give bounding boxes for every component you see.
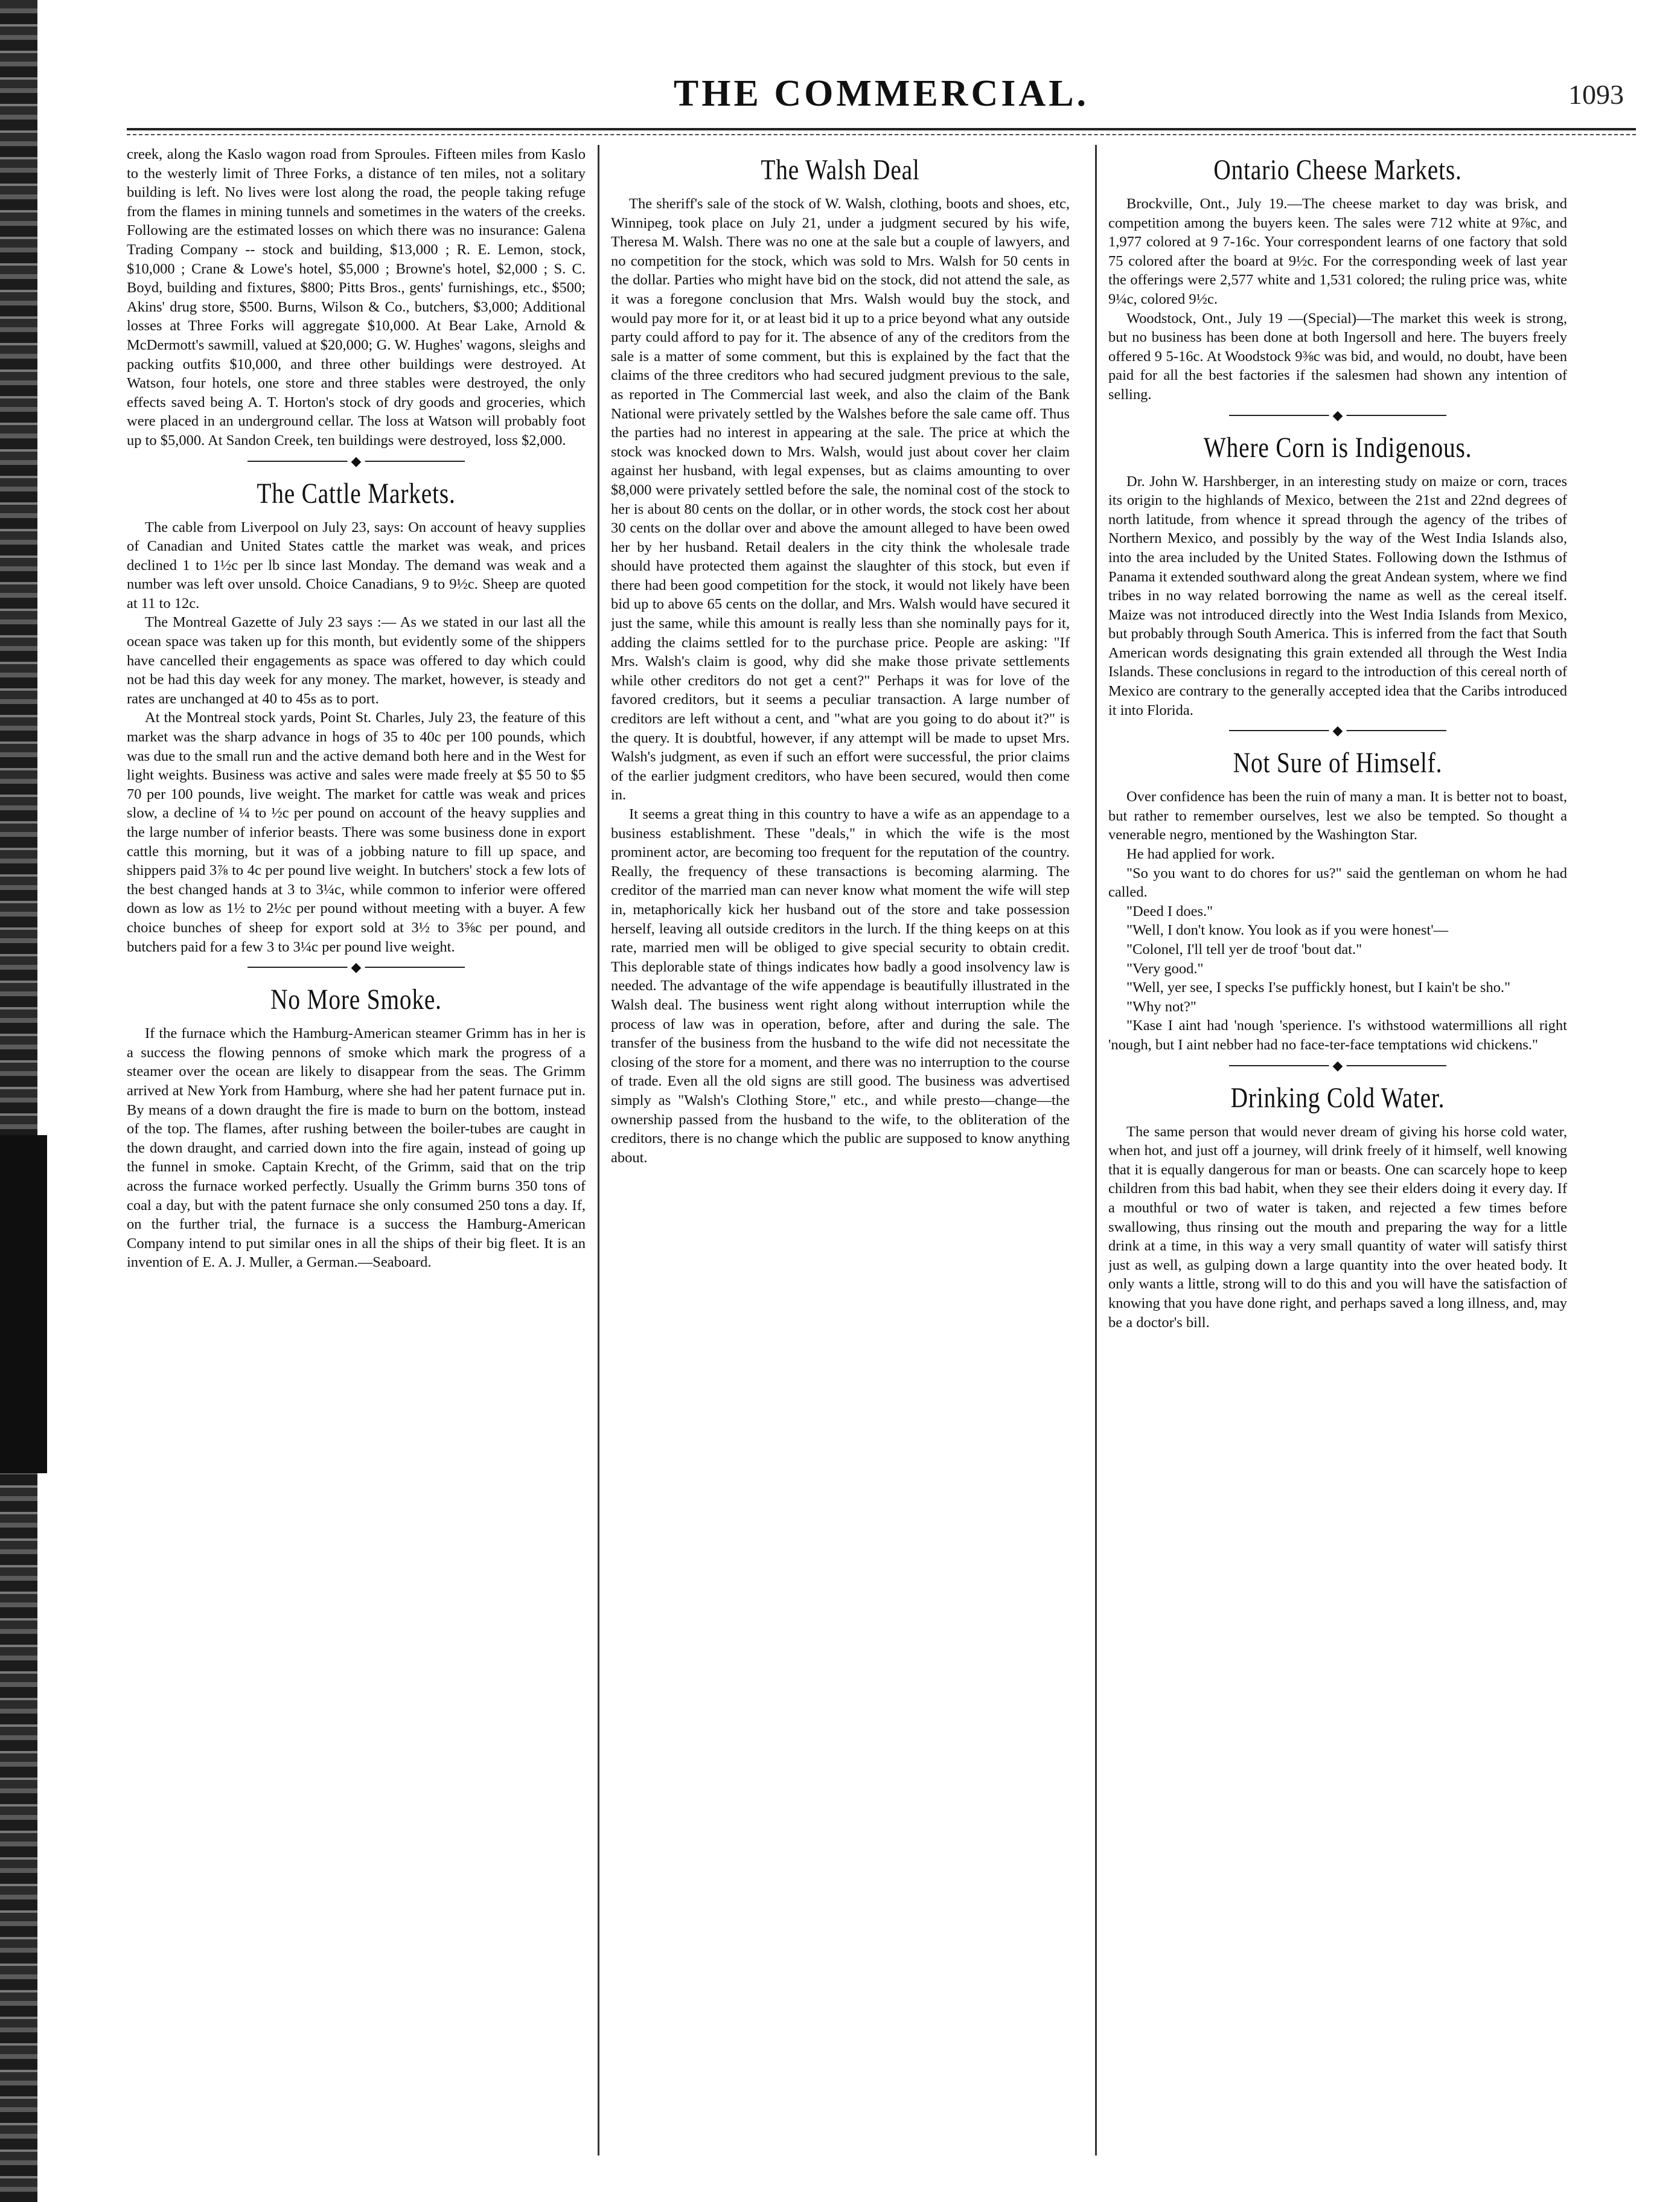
binding-tab <box>0 1135 47 1473</box>
article-paragraph: Woodstock, Ont., July 19 —(Special)—The market this week is strong, but no business has been done at both Ingersoll and here. The buyers freely offered 9 5-16c. At Woodstock 9⅜c was bid, and would, no doubt, have been paid for all the best factories if the salesmen had shown any intention of selling. <box>1108 310 1567 403</box>
column-3 <box>1108 145 1567 2149</box>
column-1 <box>127 145 586 2149</box>
ornamental-separator <box>1108 408 1567 423</box>
article-paragraph: The sheriff's sale of the stock of W. Walsh, clothing, boots and shoes, etc, Winnipeg, took place on July 21, under a judgment secured by his wife, Theresa M. Walsh. There was no one at the sale but a couple of lawyers, and no competition for the stock, which was sold to Mrs. Walsh for 50 cents in the dollar. Parties who might have bid on the stock, did not attend the sale, as it was a foregone conclusion that Mrs. Walsh would buy the stock, and would pay more for it, or at least bid it up to a price beyond what any outside party could afford to pay for it. The absence of any of the creditors from the sale is a matter of some comment, but this is explained by the fact that the claims of the three creditors who had secured judgment previous to the sale, as reported in The Commercial last week, and also the claim of the Bank National were privately settled by the Walshes before the sale came off. Thus the parties had no interest in appearing at the sale. The price at which the stock was knocked down to Mrs. Walsh, would just about cover her claim against her husband, with legal expenses, but as claims amounting to over $8,000 were privately settled before the sale, the nominal cost of the stock to her is about 80 cents on the dollar, or in other words, the stock cost her about 30 cents on the dollar over and above the amount alleged to have been owed her by her husband. Retail dealers in the city think the wholesale trade should have protected them against the slaughter of this stock, but even if there had been good competition for the stock, it would not likely have been bid up to above 65 cents on the dollar, and Mrs. Walsh would have secured it just the same, while this amount is really less than she nominally pays for it, adding the claims settled for to the purchase price. People are asking: "If Mrs. Walsh's claim is good, why did she make those private settlements while other creditors do not get a cent?" Perhaps it was for love of the favored creditors, but it seems a peculiar transaction. A large number of creditors are left without a cent, and "what are you going to do about it?" is the query. It is doubtful, however, if any attempt will be made to upset Mrs. Walsh's judgment, as even if such an effort were successful, the prior claims of the earlier judgment creditors, who have been secured, would then come in. <box>611 196 1070 804</box>
article-paragraph: It seems a great thing in this country to have a wife as an appendage to a business establishment. These "deals," in which the wife is the most prominent actor, are becoming too frequent for the reputation of the country. Really, the frequency of these transactions is becoming alarming. The creditor of the married man can never know what moment the wife will step in, metaphorically kick her husband out of the store and take possession herself, leaving all outside creditors in the lurch. If the thing keeps on at this rate, married men will be obliged to give special security to obtain credit. This deplorable state of things indicates how badly a good insolvency law is needed. The advantage of the wife appendage is beautifully illustrated in the Walsh deal. The business went right along without interruption while the process of law was in operation, before, after and during the sale. The transfer of the business from the husband to the wife did not necessitate the closing of the store for a moment, and there was no interruption to the course of trade. Even all the old signs are still good. The business was advertised simply as "Walsh's Clothing Store," etc., and while presto—change—the ownership passed from the husband to the wife, to the obliteration of the creditors, there is no change which the public are supposed to know anything about. <box>611 806 1070 1166</box>
article-paragraph: "Well, yer see, I specks I'se puffickly honest, but I kain't be sho." <box>1126 979 1511 996</box>
article-paragraph: If the furnace which the Hamburg-American steamer Grimm has in her is a success the flowing pennons of smoke which mark the progress of a steamer over the ocean are likely to disappear from the seas. The Grimm arrived at New York from Hamburg, where she had her patent furnace put in. By means of a down draught the fire is made to burn on the bottom, instead of the top. The flames, after rushing between the boiler-tubes are caught in the down draught, and carried down into the fire again, instead of going up the funnel in smoke. Captain Krecht, of the Grimm, said that on the trip across the furnace worked perfectly. Usually the Grimm burns 350 tons of coal a day, but with the patent furnace she only consumed 250 tons a day. If, on the further trial, the furnace is a success the Hamburg-American Company intend to put similar ones in all the ships of their big fleet. It is an invention of E. A. J. Muller, a German.—Seaboard. <box>127 1025 586 1271</box>
header-rule <box>127 128 1636 130</box>
article-headline: Ontario Cheese Markets. <box>1213 154 1462 186</box>
article-paragraph: "Why not?" <box>1126 998 1196 1015</box>
article-paragraph: "Well, I don't know. You look as if you were honest'— <box>1126 922 1449 939</box>
article-paragraph: The cable from Liverpool on July 23, says: On account of heavy supplies of Canadian and United States cattle the market was weak, and prices declined 1 to 1½c per lb since last Monday. The demand was weak and a number was left over unsold. Choice Canadians, 9 to 9½c. Sheep are quoted at 11 to 12c. <box>127 519 586 612</box>
masthead: THE COMMERCIAL. <box>673 73 1090 114</box>
article-headline: Where Corn is Indigenous. <box>1203 431 1472 464</box>
page-binding-edge <box>0 0 37 2202</box>
ornamental-separator <box>127 960 586 975</box>
column-2 <box>611 145 1070 2149</box>
article-paragraph: He had applied for work. <box>1126 846 1275 863</box>
article-paragraph: At the Montreal stock yards, Point St. Charles, July 23, the feature of this market was the sharp advance in hogs of 35 to 40c per 100 pounds, which was due to the small run and the active demand both here and in the West for light weights. Business was active and sales were made freely at $5 50 to $5 70 per 100 pounds, live weight. The market for cattle was weak and prices slow, a decline of ¼ to ½c per pound on account of the heavy supplies and the large number of inferior beasts. There was some business done in export cattle this morning, but it was of a jobbing nature to fill up space, and shippers paid 3⅞ to 4c per pound live weight. In butchers' stock a few lots of the best changed hands at 3 to 3¼c, while common to inferior were offered down as low as 1½ to 2½c per pound without meeting with a buyer. A few choice bunches of sheep for export sold at 3½ to 3⅝c per pound, and butchers paid for a few 3 to 3¼c per pound live weight. <box>127 709 586 955</box>
article-paragraph: The same person that would never dream of giving his horse cold water, when hot, and just off a journey, will drink freely of it himself, well knowing that it is equally dangerous for man or beasts. One can scarcely hope to keep children from this bad habit, when they see their elders doing it every day. If a mouthful or two of water is taken, and rejected a few times before swallowing, thus rinsing out the mouth and preparing the way for a little drink at a time, in this way a very small quantity of water will satisfy thirst just as well, as gulping down a large quantity into the over heated body. It only wants a little, strong will to do this and you will have the satisfaction of knowing that you have done right, and perhaps saved a long illness, and, may be a doctor's bill. <box>1108 1123 1567 1331</box>
article-paragraph: creek, along the Kaslo wagon road from Sproules. Fifteen miles from Kaslo to the westerly limit of Three Forks, a distance of ten miles, not a solitary building is left. No lives were lost along the road, the people taking refuge from the flames in mining tunnels and sometimes in the waters of the creeks. Following are the estimated losses on which there was no insurance: Galena Trading Company -- stock and building, $13,000 ; R. E. Lemon, stock, $10,000 ; Crane & Lowe's hotel, $5,000 ; Browne's hotel, $2,000 ; S. C. Boyd, building and fixtures, $800; Pitts Bros., gents' furnishings, etc., $500; Akins' drug store, $500. Burns, Wilson & Co., butchers, $3,000; Additional losses at Three Forks will aggregate $10,000. At Bear Lake, Arnold & McDermott's sawmill, valued at $20,000; G. W. Hughes' wagons, sleighs and packing outfits $10,000, and three other buildings were destroyed. At Watson, four hotels, one store and three stables were destroyed, the only effects saved being A. T. Horton's stock of dry goods and groceries, which were placed in an underground cellar. The loss at Watson will probably foot up to $5,000. At Sandon Creek, ten buildings were destroyed, loss $2,000. <box>127 146 586 449</box>
page-header <box>127 72 1636 127</box>
article-headline: The Cattle Markets. <box>257 477 456 510</box>
article-headline: Drinking Cold Water. <box>1230 1081 1445 1114</box>
article-headline: Not Sure of Himself. <box>1233 747 1443 779</box>
article-paragraph: Dr. John W. Harshberger, in an interesting study on maize or corn, traces its origin to the highlands of Mexico, between the 21st and 22nd degrees of north latitude, from whence it spread through the agency of the tribes of Northern Mexico, and possibly by the way of the West India Islands also, into the area included by the United States. Following down the Isthmus of Panama it extended southward along the great Andean system, where we find tribes in no way related borrowing the name as well as the cereal itself. Maize was not introduced directly into the West India Islands from Mexico, but probably through South America. This is inferred from the fact that South American words designating this grain extended all through the West India Islands. These conclusions in regard to the introduction of this cereal north of Mexico are contrary to the generally accepted idea that the Caribs introduced it into Florida. <box>1108 473 1567 719</box>
ornamental-separator <box>1108 1058 1567 1073</box>
ornamental-separator <box>1108 723 1567 738</box>
article-paragraph: "Kase I aint had 'nough 'sperience. I's withstood watermillions all right 'nough, but I aint nebber had no face-ter-face temptations wid chickens." <box>1108 1017 1567 1053</box>
header-dashed-rule <box>127 134 1636 135</box>
article-paragraph: "Colonel, I'll tell yer de troof 'bout dat." <box>1126 941 1362 958</box>
article-paragraph: "So you want to do chores for us?" said the gentleman on whom he had called. <box>1108 865 1567 901</box>
article-headline: The Walsh Deal <box>761 154 920 186</box>
column-divider <box>598 145 599 2156</box>
page-number: 1093 <box>1568 79 1624 110</box>
article-paragraph: The Montreal Gazette of July 23 says :— As we stated in our last all the ocean space was taken up for this month, but evidently some of the shippers have cancelled their engagements as space was offered to day which could not be had this day week for any money. The market, however, is steady and rates are unchanged at 40 to 45s as to port. <box>127 614 586 707</box>
article-paragraph: "Very good." <box>1126 960 1204 977</box>
article-paragraph: Over confidence has been the ruin of many a man. It is better not to boast, but rather to remember ourselves, lest we also be tempted. So thought a venerable negro, mentioned by the Washington Star. <box>1108 789 1567 843</box>
article-paragraph: Brockville, Ont., July 19.—The cheese market to day was brisk, and competition among the buyers keen. The sales were 712 white at 9⅞c, and 1,977 colored at 9 7-16c. Your correspondent learns of one factory that sold 75 colored after the board at 9½c. For the corresponding week of last year the offerings were 2,577 white and 1,531 colored; the ruling price was, white 9¼c, colored 9½c. <box>1108 196 1567 307</box>
article-paragraph: "Deed I does." <box>1126 903 1213 920</box>
column-divider <box>1095 145 1097 2156</box>
article-headline: No More Smoke. <box>270 984 442 1016</box>
ornamental-separator <box>127 454 586 469</box>
